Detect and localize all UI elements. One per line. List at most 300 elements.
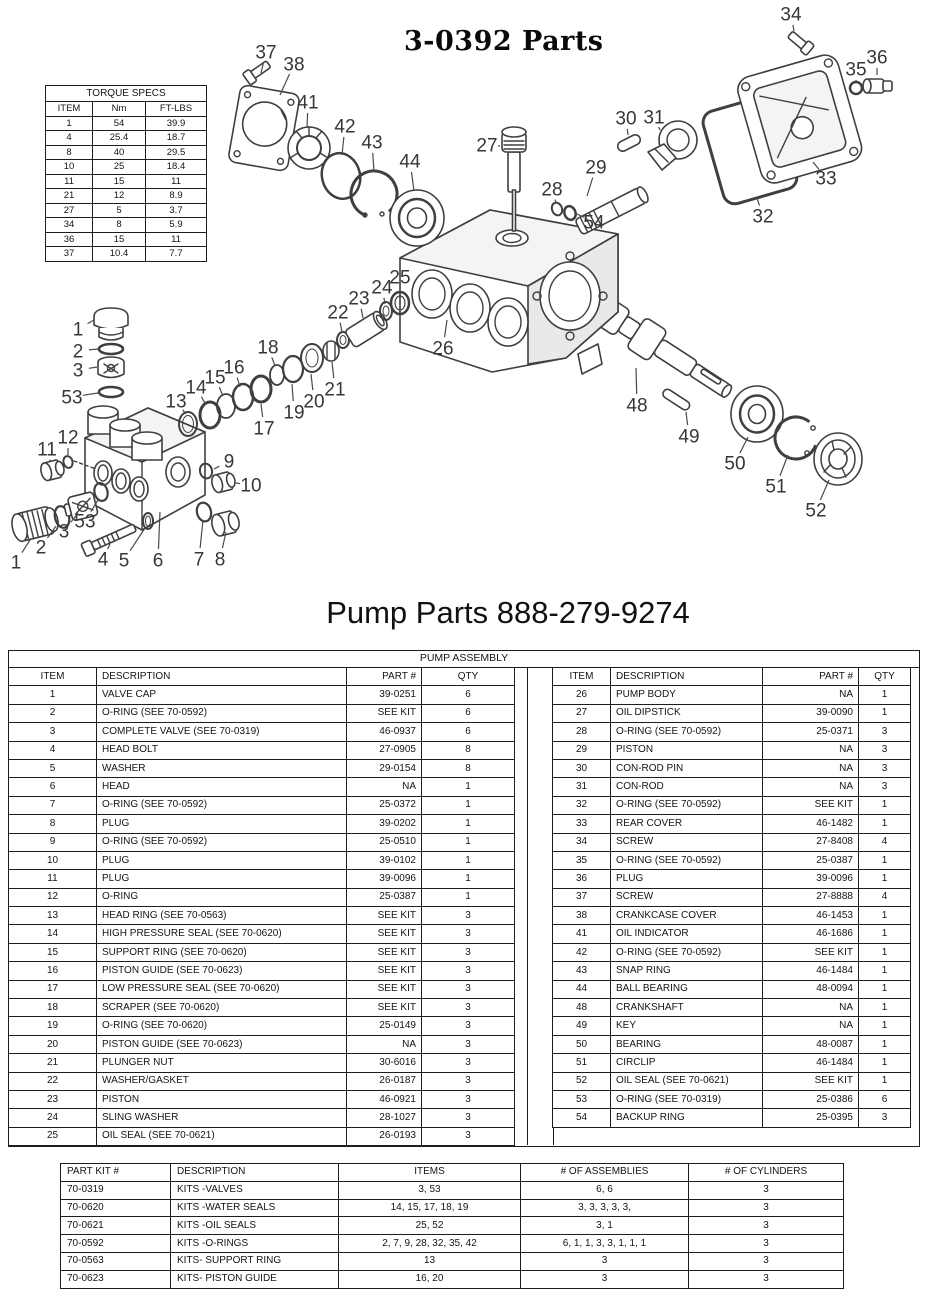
cell: 16 (9, 962, 97, 980)
cell: 8 (46, 145, 93, 160)
cell: 41 (553, 925, 611, 943)
column-header: PART # (347, 668, 422, 686)
cell: 18 (9, 999, 97, 1017)
part-oring-2-top (99, 344, 123, 354)
cell: 1 (9, 686, 97, 704)
cell: 8.9 (146, 189, 207, 204)
callout-10: 10 (240, 475, 262, 497)
cell: 6, 1, 1, 3, 3, 1, 1, 1 (521, 1235, 689, 1253)
cell: 24 (9, 1109, 97, 1127)
cell: PLUG (97, 815, 347, 833)
cell: 3 (859, 741, 911, 759)
cell: 1 (859, 796, 911, 814)
cell: 42 (553, 943, 611, 961)
callout-1: 1 (72, 319, 84, 341)
table-row (9, 833, 515, 851)
callout-51: 51 (765, 476, 787, 498)
callout-42: 42 (334, 116, 356, 138)
column-header: DESCRIPTION (611, 668, 763, 686)
cell: O-RING (SEE 70-0592) (611, 723, 763, 741)
callout-leader-7 (200, 520, 203, 548)
column-header: # OF CYLINDERS (689, 1164, 844, 1182)
cell: 25-0395 (763, 1109, 859, 1127)
callout-23: 23 (348, 288, 370, 310)
cell: 1 (859, 704, 911, 722)
table-row (46, 145, 207, 160)
callout-leader-50 (740, 437, 748, 453)
callout-43: 43 (361, 132, 383, 154)
cell: 18.4 (146, 160, 207, 175)
cell: PUMP BODY (611, 686, 763, 704)
cell: 25-0387 (347, 888, 422, 906)
cell: 19 (9, 1017, 97, 1035)
table-row (9, 1109, 515, 1127)
cell: O-RING (SEE 70-0592) (97, 704, 347, 722)
column-header: PART # (763, 668, 859, 686)
cell: 15 (93, 174, 146, 189)
table-row (553, 1109, 911, 1127)
cell: NA (763, 1017, 859, 1035)
cell: 46-1482 (763, 815, 859, 833)
pump-assembly-title: PUMP ASSEMBLY (9, 651, 919, 668)
callout-leader-9 (214, 466, 219, 469)
cell: PLUG (97, 870, 347, 888)
cell: WASHER/GASKET (97, 1072, 347, 1090)
cell: 5 (93, 203, 146, 218)
table-row (553, 741, 911, 759)
cell: 29 (553, 741, 611, 759)
cell: 11 (46, 174, 93, 189)
cell: 34 (553, 833, 611, 851)
cell: 3 (422, 943, 515, 961)
callout-leader-18 (272, 357, 275, 366)
callout-leader-51 (780, 455, 788, 476)
cell: 1 (859, 870, 911, 888)
cell: 50 (553, 1035, 611, 1053)
cell: 26 (553, 686, 611, 704)
table-row (553, 833, 911, 851)
cell: 1 (46, 116, 93, 131)
column-header: ITEMS (339, 1164, 521, 1182)
table-row (46, 174, 207, 189)
cell: 4 (859, 888, 911, 906)
table-row (9, 741, 515, 759)
cell: SEE KIT (347, 704, 422, 722)
cell: 15 (9, 943, 97, 961)
cell: 43 (553, 962, 611, 980)
cell: OIL SEAL (SEE 70-0621) (611, 1072, 763, 1090)
cell: 1 (859, 851, 911, 869)
cell: 46-0937 (347, 723, 422, 741)
callout-3: 3 (72, 360, 84, 382)
callout-leader-2 (89, 349, 98, 350)
table-row (553, 943, 911, 961)
part-plug-11 (39, 459, 66, 482)
callout-leader-3 (89, 367, 97, 368)
callout-48: 48 (626, 395, 648, 417)
cell: CON-ROD (611, 778, 763, 796)
cell: 3 (422, 980, 515, 998)
cell: 4 (859, 833, 911, 851)
callout-53: 53 (74, 511, 96, 533)
table-row (9, 925, 515, 943)
cell: HIGH PRESSURE SEAL (SEE 70-0620) (97, 925, 347, 943)
cell: 54 (553, 1109, 611, 1127)
cell: SNAP RING (611, 962, 763, 980)
cell: 44 (553, 980, 611, 998)
cell: NA (763, 686, 859, 704)
table-row (553, 1035, 911, 1053)
cell: KITS -VALVES (171, 1181, 339, 1199)
cell: 1 (859, 980, 911, 998)
table-row (553, 851, 911, 869)
cell: REAR COVER (611, 815, 763, 833)
cell: NA (347, 778, 422, 796)
cell: 8 (9, 815, 97, 833)
cell: 10 (9, 851, 97, 869)
cell: 28-1027 (347, 1109, 422, 1127)
callout-27: 27 (476, 135, 498, 157)
callout-4: 4 (97, 549, 109, 571)
callout-14: 14 (185, 377, 207, 399)
table-row (46, 131, 207, 146)
table-row (9, 815, 515, 833)
table-row (553, 870, 911, 888)
callout-leader-29 (587, 178, 593, 196)
cell: 3.7 (146, 203, 207, 218)
cell: NA (347, 1035, 422, 1053)
part-con-rod-pin (616, 133, 642, 153)
table-row (9, 704, 515, 722)
cell: NA (763, 759, 859, 777)
cell: KITS -WATER SEALS (171, 1199, 339, 1217)
table-row (9, 962, 515, 980)
cell: 27 (46, 203, 93, 218)
cell: 37 (553, 888, 611, 906)
table-row (553, 1017, 911, 1035)
column-header: ITEM (553, 668, 611, 686)
cell: 3 (422, 1017, 515, 1035)
cell: 1 (859, 999, 911, 1017)
cell: 25 (9, 1127, 97, 1145)
cell: 3 (859, 723, 911, 741)
cell: 3 (422, 1109, 515, 1127)
cell: 1 (859, 815, 911, 833)
callout-24: 24 (371, 277, 393, 299)
part-screw-34 (786, 29, 814, 56)
callout-31: 31 (643, 107, 665, 129)
column-header: DESCRIPTION (97, 668, 347, 686)
cell: 25, 52 (339, 1217, 521, 1235)
cell: 14 (9, 925, 97, 943)
cell: 25-0386 (763, 1090, 859, 1108)
cell: SEE KIT (347, 980, 422, 998)
callout-15: 15 (204, 367, 226, 389)
cell: 25-0387 (763, 851, 859, 869)
cell: 3 (422, 925, 515, 943)
cell: PISTON (611, 741, 763, 759)
callout-17: 17 (253, 418, 275, 440)
cell: 27-0905 (347, 741, 422, 759)
cell: SEE KIT (347, 962, 422, 980)
cell: 30-6016 (347, 1054, 422, 1072)
cell: 34 (46, 218, 93, 233)
cell: SEE KIT (763, 1072, 859, 1090)
cell: 1 (422, 888, 515, 906)
cell: OIL DIPSTICK (611, 704, 763, 722)
part-oring-7 (195, 501, 213, 523)
cell: 38 (553, 907, 611, 925)
cell: SEE KIT (347, 943, 422, 961)
table-row (61, 1181, 844, 1199)
cell: 40 (93, 145, 146, 160)
cell: 3 (859, 759, 911, 777)
cell: O-RING (SEE 70-0592) (97, 833, 347, 851)
cell: 22 (9, 1072, 97, 1090)
cell: 6 (422, 723, 515, 741)
table-row (553, 778, 911, 796)
callout-32: 32 (752, 206, 774, 228)
cell: 46-1484 (763, 962, 859, 980)
table-row (61, 1235, 844, 1253)
cell: 25-0149 (347, 1017, 422, 1035)
cell: 16, 20 (339, 1270, 521, 1288)
cell: 25 (93, 160, 146, 175)
cell: KITS- SUPPORT RING (171, 1252, 339, 1270)
cell: HEAD BOLT (97, 741, 347, 759)
cell: 31 (553, 778, 611, 796)
cell: 8 (422, 759, 515, 777)
cell: 11 (146, 174, 207, 189)
part-kits-table (60, 1163, 844, 1289)
cell: 39-0102 (347, 851, 422, 869)
cell: 3 (689, 1181, 844, 1199)
cell: 3 (689, 1217, 844, 1235)
cell: BEARING (611, 1035, 763, 1053)
cell: 8 (422, 741, 515, 759)
table-row (9, 980, 515, 998)
table-row (46, 116, 207, 131)
cell: 49 (553, 1017, 611, 1035)
cell: PISTON GUIDE (SEE 70-0623) (97, 962, 347, 980)
callout-34: 34 (780, 4, 802, 26)
callout-29: 29 (585, 157, 607, 179)
table-row (553, 796, 911, 814)
cell: SEE KIT (763, 943, 859, 961)
callout-leader-34 (793, 25, 794, 31)
cell: CRANKCASE COVER (611, 907, 763, 925)
cell: 1 (859, 1035, 911, 1053)
cell: KITS- PISTON GUIDE (171, 1270, 339, 1288)
cell: 2 (9, 704, 97, 722)
cell: O-RING (SEE 70-0620) (97, 1017, 347, 1035)
pump-parts-heading: Pump Parts 888-279-9274 (326, 595, 690, 630)
cell: SEE KIT (347, 999, 422, 1017)
cell: 13 (9, 907, 97, 925)
cell: 13 (339, 1252, 521, 1270)
cell: 6 (9, 778, 97, 796)
callout-5: 5 (118, 550, 130, 572)
cell: 7.7 (146, 247, 207, 262)
cell: 30 (553, 759, 611, 777)
cell: 14, 15, 17, 18, 19 (339, 1199, 521, 1217)
cell: 48-0094 (763, 980, 859, 998)
table-row (9, 1054, 515, 1072)
callout-6: 6 (152, 550, 164, 572)
cell: 27-8888 (763, 888, 859, 906)
cell: 18.7 (146, 131, 207, 146)
table-row (553, 704, 911, 722)
part-ball-bearing (390, 190, 444, 246)
callout-7: 7 (193, 549, 205, 571)
cell: 39.9 (146, 116, 207, 131)
cell: O-RING (SEE 70-0592) (611, 796, 763, 814)
cell: 12 (9, 888, 97, 906)
header-row (9, 668, 515, 686)
cell: 46-1484 (763, 1054, 859, 1072)
callout-leader-53 (83, 393, 98, 395)
table-row (9, 870, 515, 888)
callout-16: 16 (223, 357, 245, 379)
column-header: DESCRIPTION (171, 1164, 339, 1182)
table-row (61, 1270, 844, 1288)
cell: 3 (422, 1127, 515, 1145)
cell: 48 (553, 999, 611, 1017)
callout-26: 26 (432, 338, 454, 360)
cell: 39-0096 (763, 870, 859, 888)
cell: 3 (859, 778, 911, 796)
cell: 1 (859, 1054, 911, 1072)
cell: 70-0620 (61, 1199, 171, 1217)
callout-37: 37 (255, 42, 277, 64)
table-row (553, 686, 911, 704)
cell: 3 (422, 1035, 515, 1053)
callout-leader-32 (757, 198, 760, 206)
table-row (9, 1127, 515, 1145)
column-header: QTY (422, 668, 515, 686)
table-row (553, 999, 911, 1017)
callout-19: 19 (283, 402, 305, 424)
cell: 1 (422, 833, 515, 851)
part-plug-36 (863, 79, 892, 93)
table-row (9, 1072, 515, 1090)
cell: 26-0193 (347, 1127, 422, 1145)
table-row (46, 247, 207, 262)
cell: 46-0921 (347, 1090, 422, 1108)
cell: 26-0187 (347, 1072, 422, 1090)
cell: NA (763, 741, 859, 759)
cell: 46-1686 (763, 925, 859, 943)
header-row (553, 668, 911, 686)
callout-28: 28 (541, 179, 563, 201)
cell: 3, 53 (339, 1181, 521, 1199)
cell: 39-0202 (347, 815, 422, 833)
callout-50: 50 (724, 453, 746, 475)
table-row (9, 686, 515, 704)
cell: OIL INDICATOR (611, 925, 763, 943)
cell: 3 (689, 1270, 844, 1288)
cell: 3 (859, 1109, 911, 1127)
part-oil-seal-rear (814, 433, 862, 485)
callout-38: 38 (283, 54, 305, 76)
column-header: FT-LBS (146, 102, 207, 117)
cell: 25-0510 (347, 833, 422, 851)
callout-leader-21 (332, 362, 334, 378)
cell: 25.4 (93, 131, 146, 146)
table-row (9, 1090, 515, 1108)
callout-8: 8 (214, 549, 226, 571)
cell: 3 (9, 723, 97, 741)
part-crankcase-cover (228, 84, 301, 171)
part-complete-valve-top (98, 357, 124, 378)
cell: 3 (521, 1252, 689, 1270)
cell: 53 (553, 1090, 611, 1108)
cell: KITS -O-RINGS (171, 1235, 339, 1253)
cell: KEY (611, 1017, 763, 1035)
callout-leader-19 (292, 384, 293, 401)
cell: KITS -OIL SEALS (171, 1217, 339, 1235)
callout-13: 13 (165, 391, 187, 413)
cell: 1 (422, 796, 515, 814)
cell: 48-0087 (763, 1035, 859, 1053)
cell: 70-0563 (61, 1252, 171, 1270)
cell: OIL SEAL (SEE 70-0621) (97, 1127, 347, 1145)
cell: 39-0251 (347, 686, 422, 704)
cell: 3 (521, 1270, 689, 1288)
cell: O-RING (SEE 70-0592) (97, 796, 347, 814)
cell: 70-0592 (61, 1235, 171, 1253)
column-header: ITEM (46, 102, 93, 117)
cell: 70-0319 (61, 1181, 171, 1199)
table-title: TORQUE SPECS (46, 86, 207, 102)
cell: WASHER (97, 759, 347, 777)
cell: 70-0623 (61, 1270, 171, 1288)
table-divider (527, 667, 554, 1145)
cell: 6 (422, 704, 515, 722)
cell: 3 (422, 1072, 515, 1090)
cell: 4 (46, 131, 93, 146)
table-row (553, 925, 911, 943)
cell: 2, 7, 9, 28, 32, 35, 42 (339, 1235, 521, 1253)
table-row (553, 980, 911, 998)
cell: 52 (553, 1072, 611, 1090)
cell: 3 (689, 1252, 844, 1270)
table-row (46, 160, 207, 175)
cell: 37 (46, 247, 93, 262)
cell: 15 (93, 232, 146, 247)
cell: PLUNGER NUT (97, 1054, 347, 1072)
cell: SUPPORT RING (SEE 70-0620) (97, 943, 347, 961)
callout-20: 20 (303, 391, 325, 413)
cell: 32 (553, 796, 611, 814)
callout-leader-4 (108, 544, 110, 549)
callout-leader-23 (361, 309, 363, 318)
cell: VALVE CAP (97, 686, 347, 704)
callout-53: 53 (61, 387, 83, 409)
cell: 3 (422, 962, 515, 980)
cell: PLUG (97, 851, 347, 869)
table-row (553, 723, 911, 741)
cell: 1 (422, 870, 515, 888)
table-row (9, 999, 515, 1017)
part-key (661, 388, 691, 412)
table-row (61, 1217, 844, 1235)
cell: 3 (422, 999, 515, 1017)
cell: SCREW (611, 833, 763, 851)
callout-leader-44 (411, 172, 414, 191)
cell: 51 (553, 1054, 611, 1072)
column-header: ITEM (9, 668, 97, 686)
